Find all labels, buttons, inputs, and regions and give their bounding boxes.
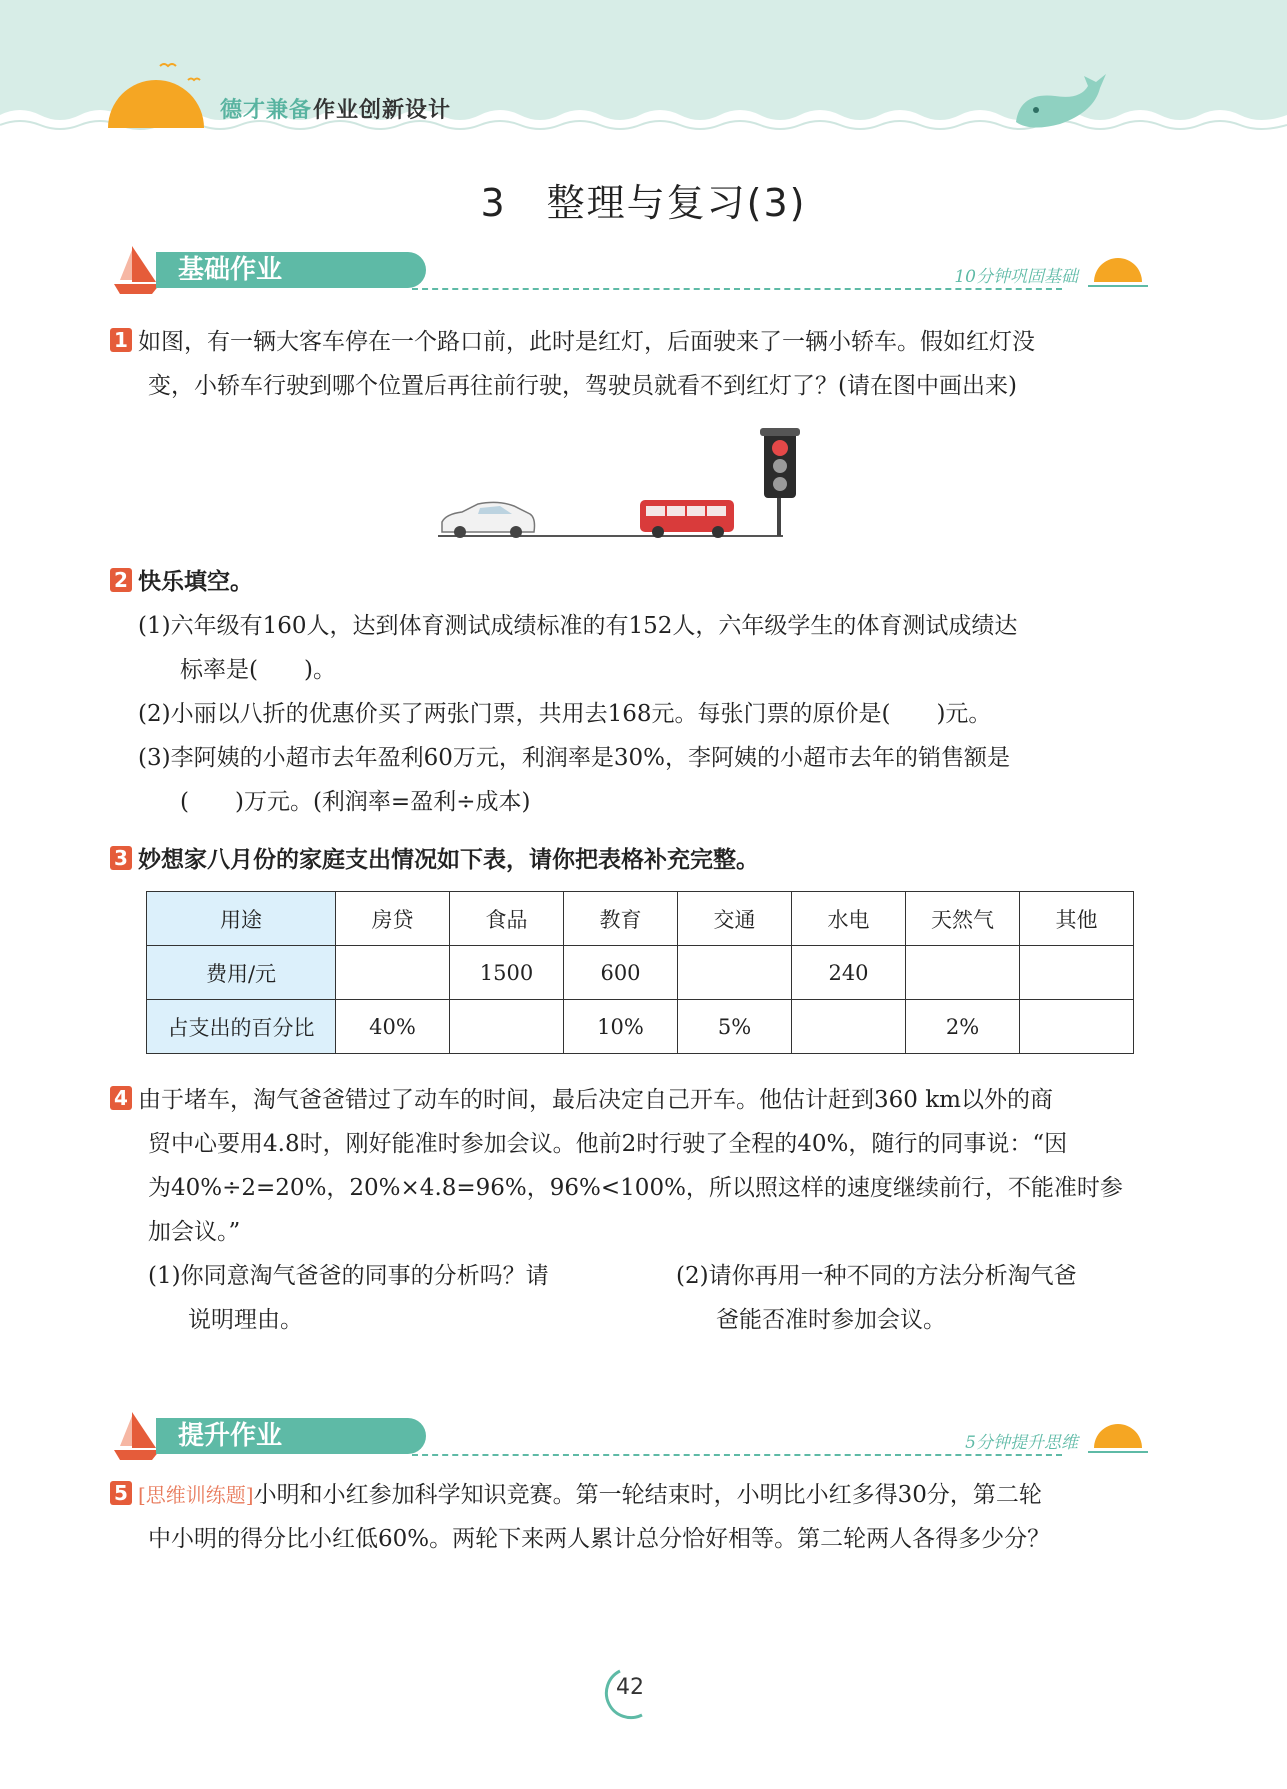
table-cell: 费用/元: [147, 946, 336, 1000]
table-cell: 水电: [792, 892, 906, 946]
brand-name: 德才兼备: [220, 98, 313, 123]
table-row-percent: [147, 1000, 1134, 1054]
question-number: 3: [110, 846, 132, 870]
question-2-part2: (2)小丽以八折的优惠价买了两张门票，共用去168元。每张门票的原价是( )元。: [138, 701, 992, 727]
question-4-sub1-line2: 说明理由。: [188, 1307, 303, 1333]
question-1: [110, 320, 1160, 408]
table-cell: [1020, 1000, 1134, 1054]
section-label-advanced: 提升作业: [156, 1418, 426, 1454]
table-cell: [678, 946, 792, 1000]
table-cell: 食品: [450, 892, 564, 946]
table-cell: 10%: [564, 1000, 678, 1054]
table-cell: 教育: [564, 892, 678, 946]
table-cell: 5%: [678, 1000, 792, 1054]
question-3-title: 妙想家八月份的家庭支出情况如下表，请你把表格补充完整。: [138, 847, 759, 873]
road-illustration: [438, 428, 818, 540]
table-cell: [336, 946, 450, 1000]
small-sun-icon: [1088, 250, 1148, 290]
section-divider: [412, 1454, 1062, 1456]
table-cell: 600: [564, 946, 678, 1000]
question-4: [110, 1078, 1160, 1254]
table-cell: 1500: [450, 946, 564, 1000]
sailboat-icon: [112, 242, 162, 298]
question-5: [110, 1473, 1160, 1561]
question-5-tag: [思维训练题]: [138, 1483, 254, 1507]
question-2: [110, 560, 1160, 824]
page-title: 3 整理与复习(3): [480, 181, 807, 225]
question-1-line2: 变，小轿车行驶到哪个位置后再往前行驶，驾驶员就看不到红灯了？(请在图中画出来): [148, 373, 1017, 399]
car-icon: [442, 502, 535, 538]
question-number: 2: [110, 568, 132, 592]
question-3: [110, 838, 1160, 882]
question-4-line2: 贸中心要用4.8时，刚好能准时参加会议。他前2时行驶了全程的40%，随行的同事说：“因: [148, 1131, 1068, 1157]
table-cell: 2%: [906, 1000, 1020, 1054]
table-cell: [1020, 946, 1134, 1000]
table-row-cost: [147, 946, 1134, 1000]
sailboat-icon: [112, 1408, 162, 1464]
question-4-line4: 加会议。”: [148, 1219, 241, 1245]
section-subtitle-basic: 10分钟巩固基础: [954, 267, 1078, 287]
table-row-header: [147, 892, 1134, 946]
table-cell: 用途: [147, 892, 336, 946]
question-2-title: 快乐填空。: [138, 569, 253, 595]
table-cell: [906, 946, 1020, 1000]
section-label-basic: 基础作业: [156, 252, 426, 288]
whale-icon: [1010, 72, 1110, 134]
small-sun-icon: [1088, 1416, 1148, 1456]
question-2-part3-line2: ( )万元。(利润率=盈利÷成本): [180, 789, 531, 815]
question-4-line1: 由于堵车，淘气爸爸错过了动车的时间，最后决定自己开车。他估计赶到360 km以外的商: [138, 1087, 1053, 1113]
question-number: 4: [110, 1086, 132, 1110]
sun-logo-icon: [100, 58, 210, 130]
table-cell: 天然气: [906, 892, 1020, 946]
section-banner-basic: [112, 242, 1148, 298]
table-cell: 占支出的百分比: [147, 1000, 336, 1054]
section-divider: [412, 288, 1062, 290]
question-4-sub1: [148, 1254, 628, 1342]
question-4-sub1-line1: (1)你同意淘气爸爸的同事的分析吗？请: [148, 1263, 549, 1289]
table-cell: 240: [792, 946, 906, 1000]
question-4-sub2: [676, 1254, 1156, 1342]
question-number: 1: [110, 328, 132, 352]
table-cell: [450, 1000, 564, 1054]
question-5-line1: 小明和小红参加科学知识竞赛。第一轮结束时，小明比小红多得30分，第二轮: [253, 1482, 1042, 1508]
question-number: 5: [110, 1481, 132, 1505]
page-number: 42: [616, 1675, 644, 1700]
question-2-part3-line1: (3)李阿姨的小超市去年盈利60万元，利润率是30%，李阿姨的小超市去年的销售额是: [138, 745, 1010, 771]
table-cell: [792, 1000, 906, 1054]
question-4-sub2-line1: (2)请你再用一种不同的方法分析淘气爸: [676, 1263, 1077, 1289]
table-cell: 其他: [1020, 892, 1134, 946]
question-4-sub2-line2: 爸能否准时参加会议。: [716, 1307, 946, 1333]
question-4-line3: 为40%÷2=20%，20%×4.8=96%，96%<100%，所以照这样的速度继续前行，不能准时参: [148, 1175, 1123, 1201]
section-banner-advanced: [112, 1408, 1148, 1464]
question-2-part1-line1: (1)六年级有160人，达到体育测试成绩标准的有152人，六年级学生的体育测试成绩达: [138, 613, 1018, 639]
section-subtitle-advanced: 5分钟提升思维: [965, 1433, 1078, 1453]
question-5-line2: 中小明的得分比小红低60%。两轮下来两人累计总分恰好相等。第二轮两人各得多少分？: [148, 1526, 1051, 1552]
brand-series: 作业创新设计: [313, 98, 452, 123]
table-cell: 房贷: [336, 892, 450, 946]
table-cell: 40%: [336, 1000, 450, 1054]
traffic-light-icon: [760, 428, 800, 536]
question-1-line1: 如图，有一辆大客车停在一个路口前，此时是红灯，后面驶来了一辆小轿车。假如红灯没: [138, 329, 1035, 355]
expense-table: [146, 891, 1134, 1054]
table-cell: 交通: [678, 892, 792, 946]
bus-icon: [640, 500, 734, 538]
question-2-part1-line2: 标率是( )。: [180, 657, 336, 683]
